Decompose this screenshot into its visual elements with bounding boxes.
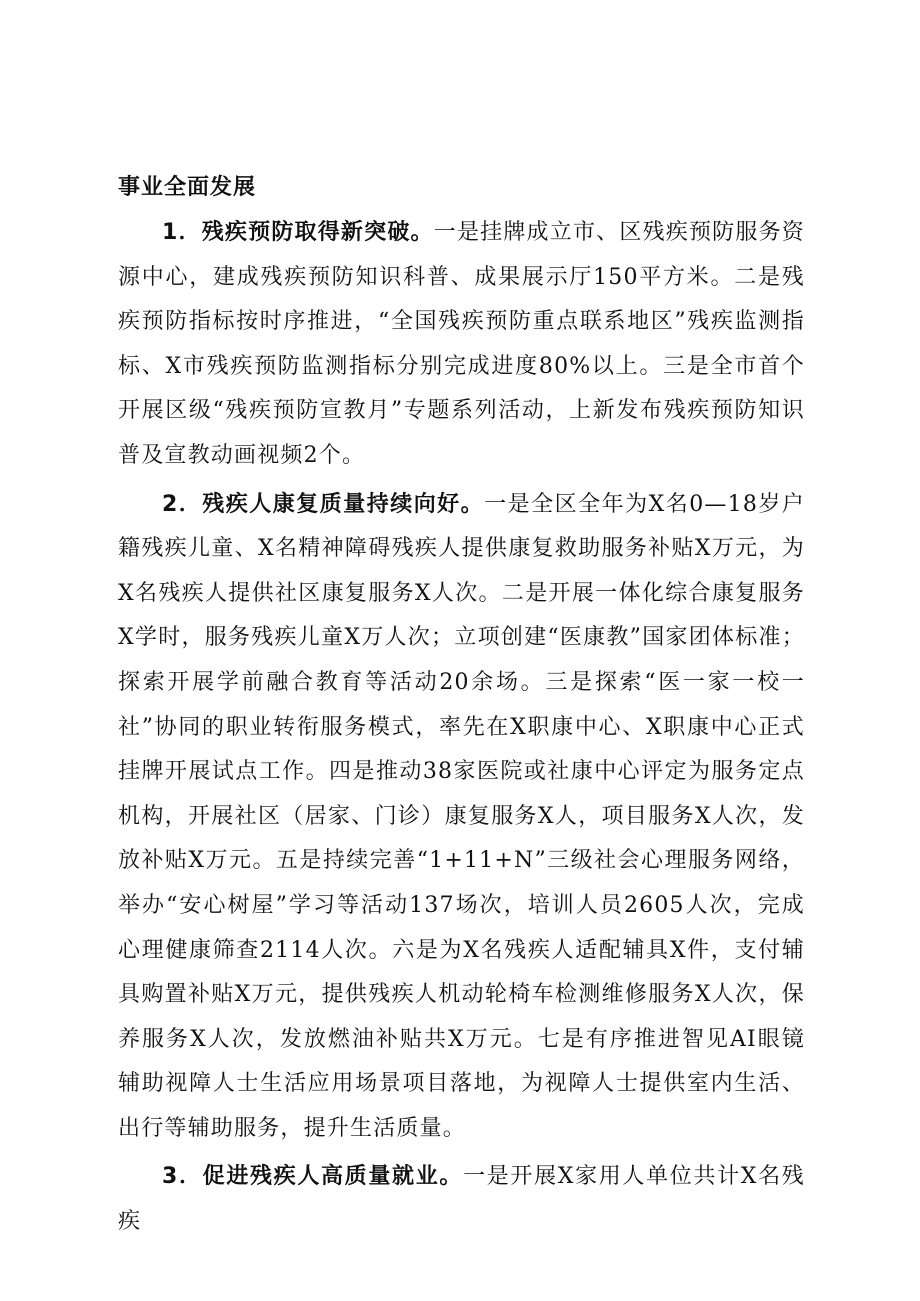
paragraph-disability-prevention [118,211,805,479]
paragraph-lead: 2．残疾人康复质量持续向好。 [162,491,485,517]
paragraph-lead: 3．促进残疾人高质量就业。 [162,1164,464,1190]
paragraph-body: 一是挂牌成立市、区残疾预防服务资源中心，建成残疾预防知识科普、成果展示厅150平方米。二是残疾预防指标按时序推进，“全国残疾预防重点联系地区”残疾监测指标、X市残疾预防监测指标分别完成进度80%以上。三是全市首个开展区级“残疾预防宣教月”专题系列活动，上新发布残疾预防知识普及宣教动画视频2个。 [118,220,805,468]
paragraph-body: 一是全区全年为X名0—18岁户籍残疾儿童、X名精神障碍残疾人提供康复救助服务补贴X万元，为X名残疾人提供社区康复服务X人次。二是开展一体化综合康复服务X学时，服务残疾儿童X万人次；立项创建“医康教”国家团体标准；探索开展学前融合教育等活动20余场。三是探索“医一家一校一社”协同的职业转衔服务模式，率先在X职康中心、X职康中心正式挂牌开展试点工作。四是推动38家医院或社康中心评定为服务定点机构，开展社区（居家、门诊）康复服务X人，项目服务X人次，发放补贴X万元。五是持续完善“1+11+N”三级社会心理服务网络，举办“安心树屋”学习等活动137场次，培训人员2605人次，完成心理健康筛查2114人次。六是为X名残疾人适配辅具X件，支付辅具购置补贴X万元，提供残疾人机动轮椅车检测维修服务X人次，保养服务X人次，发放燃油补贴共X万元。七是有序推进智见AI眼镜辅助视障人士生活应用场景项目落地，为视障人士提供室内生活、出行等辅助服务，提升生活质量。 [118,491,806,1141]
paragraph-rehabilitation [118,483,805,1152]
section-heading: 事业全面发展 [118,175,257,200]
paragraph-lead: 1．残疾预防取得新突破。 [162,220,434,245]
paragraph-body: 一是开展X家用人单位共计X名残疾 [118,1164,805,1235]
paragraph-employment [118,1155,805,1244]
